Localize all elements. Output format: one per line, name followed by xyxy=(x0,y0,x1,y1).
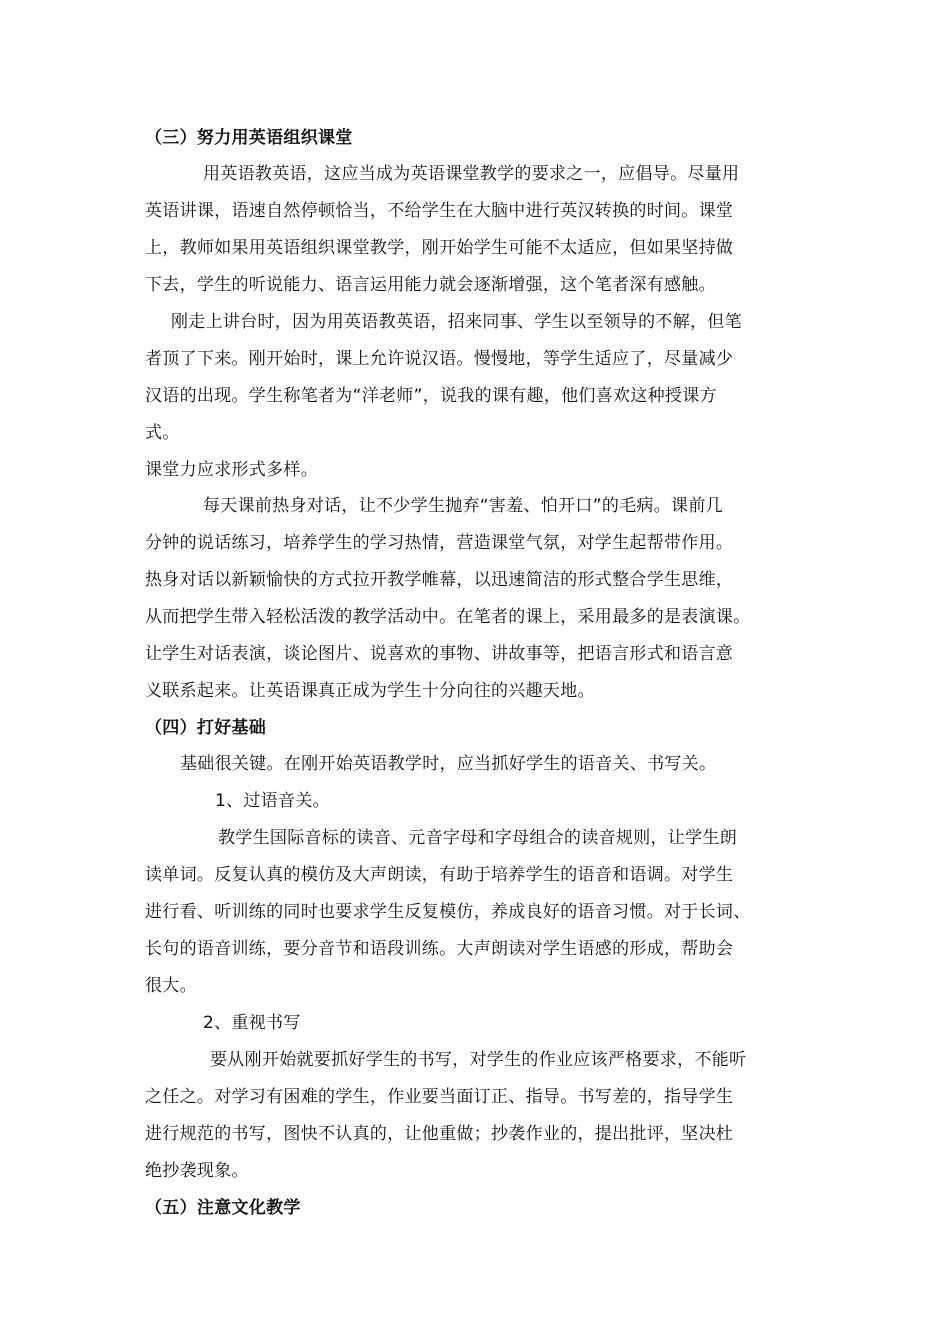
paragraph-line: 者顶了下来。刚开始时，课上允许说汉语。慢慢地，等学生适应了，尽量减少 xyxy=(145,349,734,369)
paragraph-line: 让学生对话表演，谈论图片、说喜欢的事物、讲故事等，把语言形式和语言意 xyxy=(145,644,734,664)
paragraph-line: 每天课前热身对话，让不少学生抛弃“害羞、怕开口”的毛病。课前几 xyxy=(203,496,723,516)
paragraph-line: 长句的语音训练，要分音节和语段训练。大声朗读对学生语感的形成，帮助会 xyxy=(145,939,734,959)
subheading: 2、重视书写 xyxy=(203,1013,301,1033)
paragraph-line: 之任之。对学习有困难的学生，作业要当面订正、指导。书写差的，指导学生 xyxy=(145,1087,734,1107)
paragraph-line: 要从刚开始就要抓好学生的书写，对学生的作业应该严格要求，不能听 xyxy=(210,1050,747,1070)
paragraph-line: 教学生国际音标的读音、元音字母和字母组合的读音规则，让学生朗 xyxy=(218,828,737,848)
paragraph-line: 从而把学生带入轻松活泼的教学活动中。在笔者的课上，采用最多的是表演课。 xyxy=(145,607,751,627)
paragraph-line: 进行看、听训练的同时也要求学生反复模仿，养成良好的语音习惯。对于长词、 xyxy=(145,902,751,922)
section-heading: （五）注意文化教学 xyxy=(145,1198,301,1218)
paragraph-line: 式。 xyxy=(145,423,180,443)
paragraph-line: 读单词。反复认真的模仿及大声朗读，有助于培养学生的语音和语调。对学生 xyxy=(145,865,734,885)
section-heading: （三）努力用英语组织课堂 xyxy=(145,128,353,148)
paragraph-line: 分钟的说话练习，培养学生的学习热情，营造课堂气氛，对学生起帮带作用。 xyxy=(145,533,734,553)
paragraph-line: 绝抄袭现象。 xyxy=(145,1161,249,1181)
paragraph-line: 下去，学生的听说能力、语言运用能力就会逐渐增强，这个笔者深有感触。 xyxy=(145,275,716,295)
section-heading: （四）打好基础 xyxy=(145,718,267,738)
paragraph-line: 用英语教英语，这应当成为英语课堂教学的要求之一，应倡导。尽量用 xyxy=(203,164,740,184)
paragraph-line: 英语讲课，语速自然停顿恰当，不给学生在大脑中进行英汉转换的时间。课堂 xyxy=(145,201,734,221)
subheading: 1、过语音关。 xyxy=(215,791,330,811)
paragraph-line: 义联系起来。让英语课真正成为学生十分向往的兴趣天地。 xyxy=(145,681,595,701)
paragraph-line: 基础很关键。在刚开始英语教学时，应当抓好学生的语音关、书写关。 xyxy=(180,754,717,774)
paragraph-line: 很大。 xyxy=(145,976,197,996)
paragraph-line: 热身对话以新颖愉快的方式拉开教学帷幕，以迅速简洁的形式整合学生思维， xyxy=(145,570,734,590)
paragraph-line: 进行规范的书写，图快不认真的，让他重做；抄袭作业的，提出批评，坚决杜 xyxy=(145,1124,734,1144)
paragraph-line: 课堂力应求形式多样。 xyxy=(145,460,318,480)
paragraph-line: 汉语的出现。学生称笔者为“洋老师”，说我的课有趣，他们喜欢这种授课方 xyxy=(145,386,717,406)
paragraph-line: 上，教师如果用英语组织课堂教学，刚开始学生可能不太适应，但如果坚持做 xyxy=(145,238,734,258)
paragraph-line: 刚走上讲台时，因为用英语教英语，招来同事、学生以至领导的不解，但笔 xyxy=(171,312,742,332)
